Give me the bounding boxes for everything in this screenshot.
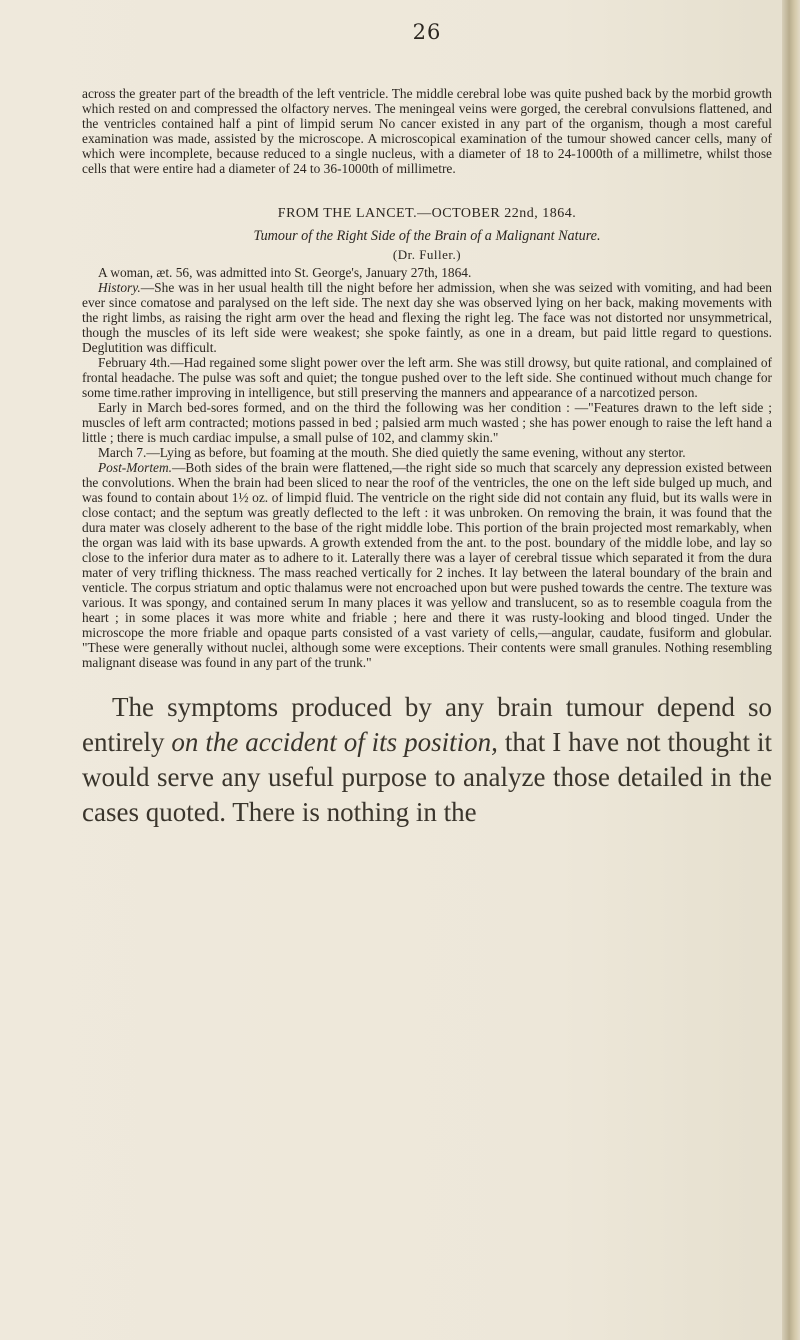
postmortem-text: —Both sides of the brain were flattened,—the right side so much that scarcely any depression existed between the convolutions. When the brain had been sliced to near the roof of the ventricles, the one on the left side bulged up much, and was found to contain about 1½ oz. of limpid fluid. The ventricle on the right side did not contain any fluid, but its walls were in close contact; and the septum was greatly deflected to the left : it was unbroken. On removing the brain, it was found that the dura mater was closely adherent to the base of the right middle lobe. This portion of the brain projected most remarkably, when the organ was laid with its base upwards. A growth extended from the ant. to the post. boundary of the middle lobe, and lay so close to the inferior dura mater as to adhere to it. Laterally there was a layer of cerebral tissue which separated it from the dura mater of very trifling thickness. The mass reached vertically for 2 inches. It lay between the lateral boundary of the brain and venticle. The corpus striatum and optic thalamus were not encroached upon but were pushed towards the centre. The texture was various. It was spongy, and contained serum In many places it was yellow and translucent, so as to resemble coagula from the heart ; in some places it was more white and friable ; here and there it was rusty-looking and blood tinged. Under the microscope the more friable and opaque parts consisted of a vast variety of cells,—angular, caudate, fusiform and globular. "These were generally without nuclei, although some were exceptions. Their contents were small granules. Nothing resembling malignant disease was found in any part of the trunk." [82,460,772,670]
case-title: Tumour of the Right Side of the Brain of a Malignant Nature. [253,228,601,244]
intro-paragraph: across the greater part of the breadth of the left ventricle. The middle cerebral lobe was quite pushed back by the morbid growth which rested on and compressed the olfactory nerves. The meningeal veins were gorged, the cerebral convulsions flattened, and the ventricles contained half a pint of limpid serum No cancer existed in any part of the organism, though a most careful examination was made, assisted by the microscope. A microscopical examination of the tumour showed cancer cells, many of which were incomplete, because reduced to a single nucleus, with a diameter of 18 to 24-1000th of a millimetre, whilst those cells that were entire had a diameter of 24 to 36-1000th of millimetre. [82,86,772,176]
history-label: History. [98,280,141,295]
source-heading: FROM THE LANCET.—OCTOBER 22nd, 1864. [277,206,577,221]
binding-edge [782,0,800,1340]
march7-paragraph: March 7.—Lying as before, but foaming at the mouth. She died quietly the same evening, without any stertor. [98,445,686,460]
history-text: —She was in her usual health till the night before her admission, when she was seized with vomiting, and had been ever since comatose and paralysed on the left side. The next day she was observed lying on her back, making movements with the right limbs, as raising the right arm over the head and flexing the right leg. The face was not distorted nor unsymmetrical, though the muscles of its left side were weakest; she spoke faintly, as one in a dream, but paid little regard to questions. Deglutition was difficult. [82,280,772,355]
closing-paragraph [82,690,772,830]
march-paragraph: Early in March bed-sores formed, and on the third the following was her condition : —"Features drawn to the left side ; muscles of left arm contracted; motions passed in bed ; palsied arm much wasted ; she has power enough to raise the left hand a little ; there is much cardiac impulse, a small pulse of 102, and clammy skin." [82,400,772,445]
page-content [82,20,772,830]
february-paragraph: February 4th.—Had regained some slight power over the left arm. She was still drowsy, but quite rational, and complained of frontal headache. The pulse was soft and quiet; the tongue pushed over to the left side. She continued without much change for some time.rather improving in intelligence, but still preserving the manners and appearance of a narcotized person. [82,355,772,400]
page-number: 26 [412,20,442,44]
history-paragraph [82,280,772,355]
closing-emphasis: on the accident of its position, [171,727,498,757]
postmortem-paragraph [82,460,772,670]
postmortem-label: Post-Mortem. [98,460,173,475]
closing-after: that I have not thought it would serve any useful purpose to analyze those detailed in the cases quoted. There is nothing in the [82,727,773,827]
closing-before: The symptoms produced by any brain tumour depend so entirely [82,692,772,757]
case-author: (Dr. Fuller.) [392,247,462,262]
admission-paragraph: A woman, æt. 56, was admitted into St. George's, January 27th, 1864. [98,265,472,280]
